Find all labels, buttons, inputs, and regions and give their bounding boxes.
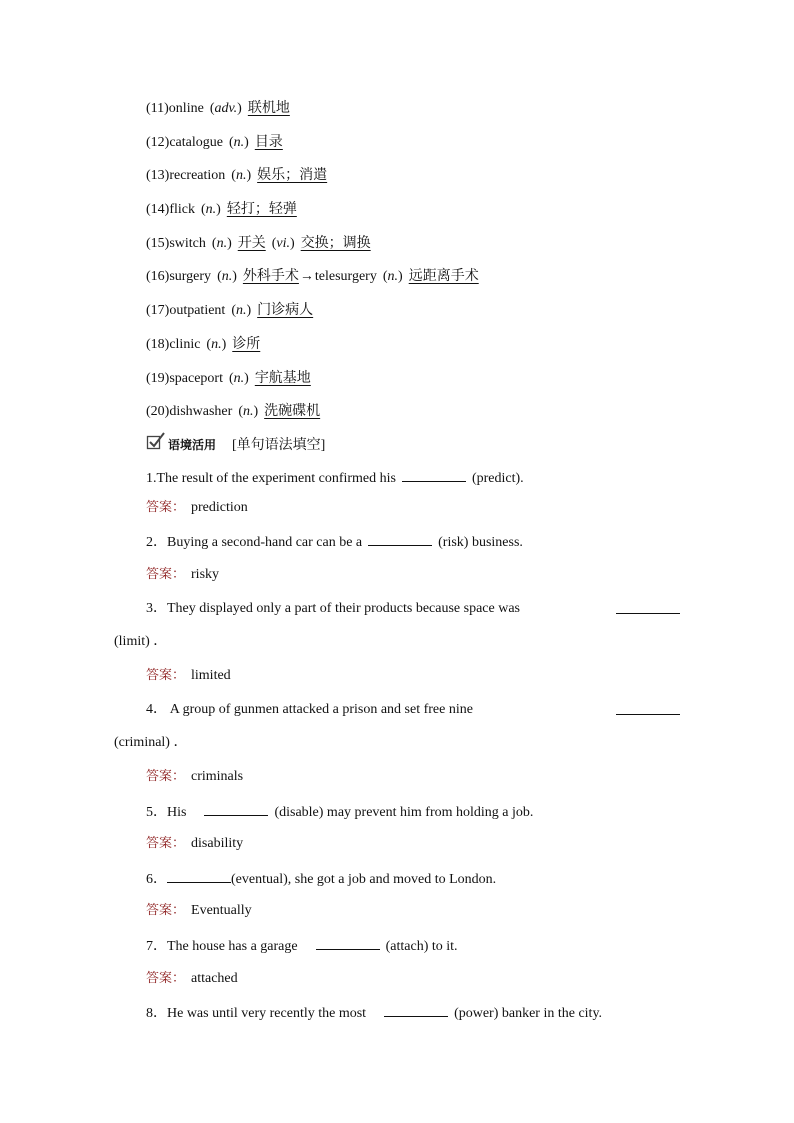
section-tag: 语境活用	[168, 437, 217, 452]
answer-7	[146, 969, 238, 989]
question-5: 5．His (disable) may prevent him from holding a job.	[146, 801, 533, 823]
answer-label: 答案：	[146, 567, 186, 582]
vocab-word: (15)switch	[146, 235, 206, 251]
vocab-word: (19)spaceport	[146, 370, 223, 386]
vocab-pos: (n.)	[238, 404, 259, 420]
answer-blank	[402, 467, 466, 482]
vocab-pos: (n.)	[228, 134, 249, 150]
answer-value: disability	[191, 836, 244, 851]
vocab-item	[146, 400, 479, 434]
checkmark-icon	[146, 432, 166, 459]
question-7: 7．The house has a garage (attach) to it.	[146, 935, 458, 957]
question-1: 1.The result of the experiment confirmed his (predict).	[146, 467, 524, 489]
vocab-meaning: 交换；调换	[300, 235, 371, 251]
vocab-pos: (n.)	[206, 336, 227, 352]
vocab-word: (14)flick	[146, 202, 195, 218]
vocab-item	[146, 232, 479, 266]
question-4-cont: (criminal) ．	[114, 735, 188, 750]
vocab-item	[146, 164, 479, 198]
vocab-word: (18)clinic	[146, 336, 201, 352]
vocab-word: (13)recreation	[146, 168, 226, 184]
answer-blank	[616, 700, 680, 715]
vocab-pos: (n.)	[211, 235, 232, 251]
vocab-word: (17)outpatient	[146, 303, 226, 319]
vocab-item	[146, 367, 479, 401]
vocab-item	[146, 299, 479, 333]
vocab-pos: (n.)	[382, 269, 403, 285]
vocab-meaning: 目录	[254, 134, 283, 150]
vocab-pos: (n.)	[231, 168, 252, 184]
question-2: 2．Buying a second-hand car can be a (risk) business.	[146, 531, 523, 553]
answer-label: 答案：	[146, 836, 186, 851]
vocab-word: (20)dishwasher	[146, 404, 233, 420]
answer-value: criminals	[191, 769, 244, 784]
vocab-word: (12)catalogue	[146, 134, 223, 150]
vocab-item	[146, 97, 479, 131]
vocab-item	[146, 265, 479, 299]
answer-label: 答案：	[146, 903, 186, 918]
question-6: 6． (eventual), she got a job and moved to London.	[146, 868, 496, 890]
section-title: [单句语法填空]	[232, 437, 326, 453]
question-4: 4． A group of gunmen attacked a prison and set free nine	[146, 700, 680, 720]
question-8: 8．He was until very recently the most (power) banker in the city.	[146, 1002, 602, 1024]
answer-label: 答案：	[146, 668, 186, 683]
vocab-pos: (adv.)	[209, 101, 242, 116]
answer-1	[146, 498, 248, 518]
vocab-item	[146, 333, 479, 367]
answer-blank	[384, 1002, 448, 1017]
answer-value: Eventually	[191, 903, 252, 918]
answer-label: 答案：	[146, 769, 186, 784]
answer-4	[146, 767, 243, 787]
vocab-item	[146, 131, 479, 165]
vocab-word: (16)surgery	[146, 269, 212, 285]
answer-blank	[316, 935, 380, 950]
vocab-meaning: 娱乐；消遣	[257, 168, 328, 184]
arrow-icon: →	[299, 269, 314, 285]
vocab-meaning: 联机地	[247, 101, 290, 116]
vocab-meaning: 开关	[237, 235, 266, 251]
answer-value: attached	[191, 971, 238, 986]
vocab-meaning: 轻打；轻弹	[226, 202, 297, 218]
vocab-pos: (n.)	[231, 303, 252, 319]
answer-value: risky	[191, 567, 220, 582]
answer-3	[146, 666, 231, 686]
answer-blank	[616, 599, 680, 614]
vocab-item	[146, 198, 479, 232]
question-3: 3．They displayed only a part of their products because space was	[146, 599, 680, 619]
section-heading	[146, 432, 325, 456]
answer-blank	[368, 531, 432, 546]
vocab-meaning: 宇航基地	[254, 370, 311, 386]
answer-label: 答案：	[146, 971, 186, 986]
vocab-pos: (n.)	[228, 370, 249, 386]
vocab-meaning: 洗碗碟机	[264, 404, 321, 420]
answer-2	[146, 565, 219, 585]
answer-6	[146, 901, 252, 921]
vocab-meaning: 远距离手术	[408, 269, 479, 285]
answer-value: prediction	[191, 500, 248, 515]
question-3-cont: (limit) ．	[114, 634, 168, 649]
vocab-pos: (vi.)	[271, 235, 295, 251]
answer-blank	[204, 801, 268, 816]
vocab-word: telesurgery	[314, 269, 377, 285]
vocab-meaning: 外科手术	[242, 269, 299, 285]
vocab-meaning: 诊所	[232, 336, 261, 352]
answer-blank	[167, 868, 231, 883]
answer-value: limited	[191, 668, 231, 683]
answer-label: 答案：	[146, 500, 186, 515]
vocab-meaning: 门诊病人	[257, 303, 314, 319]
vocab-list	[146, 97, 479, 434]
vocab-pos: (n.)	[217, 269, 237, 285]
vocab-pos: (n.)	[200, 202, 221, 218]
vocab-word: (11)online	[146, 101, 204, 116]
answer-5	[146, 834, 243, 854]
